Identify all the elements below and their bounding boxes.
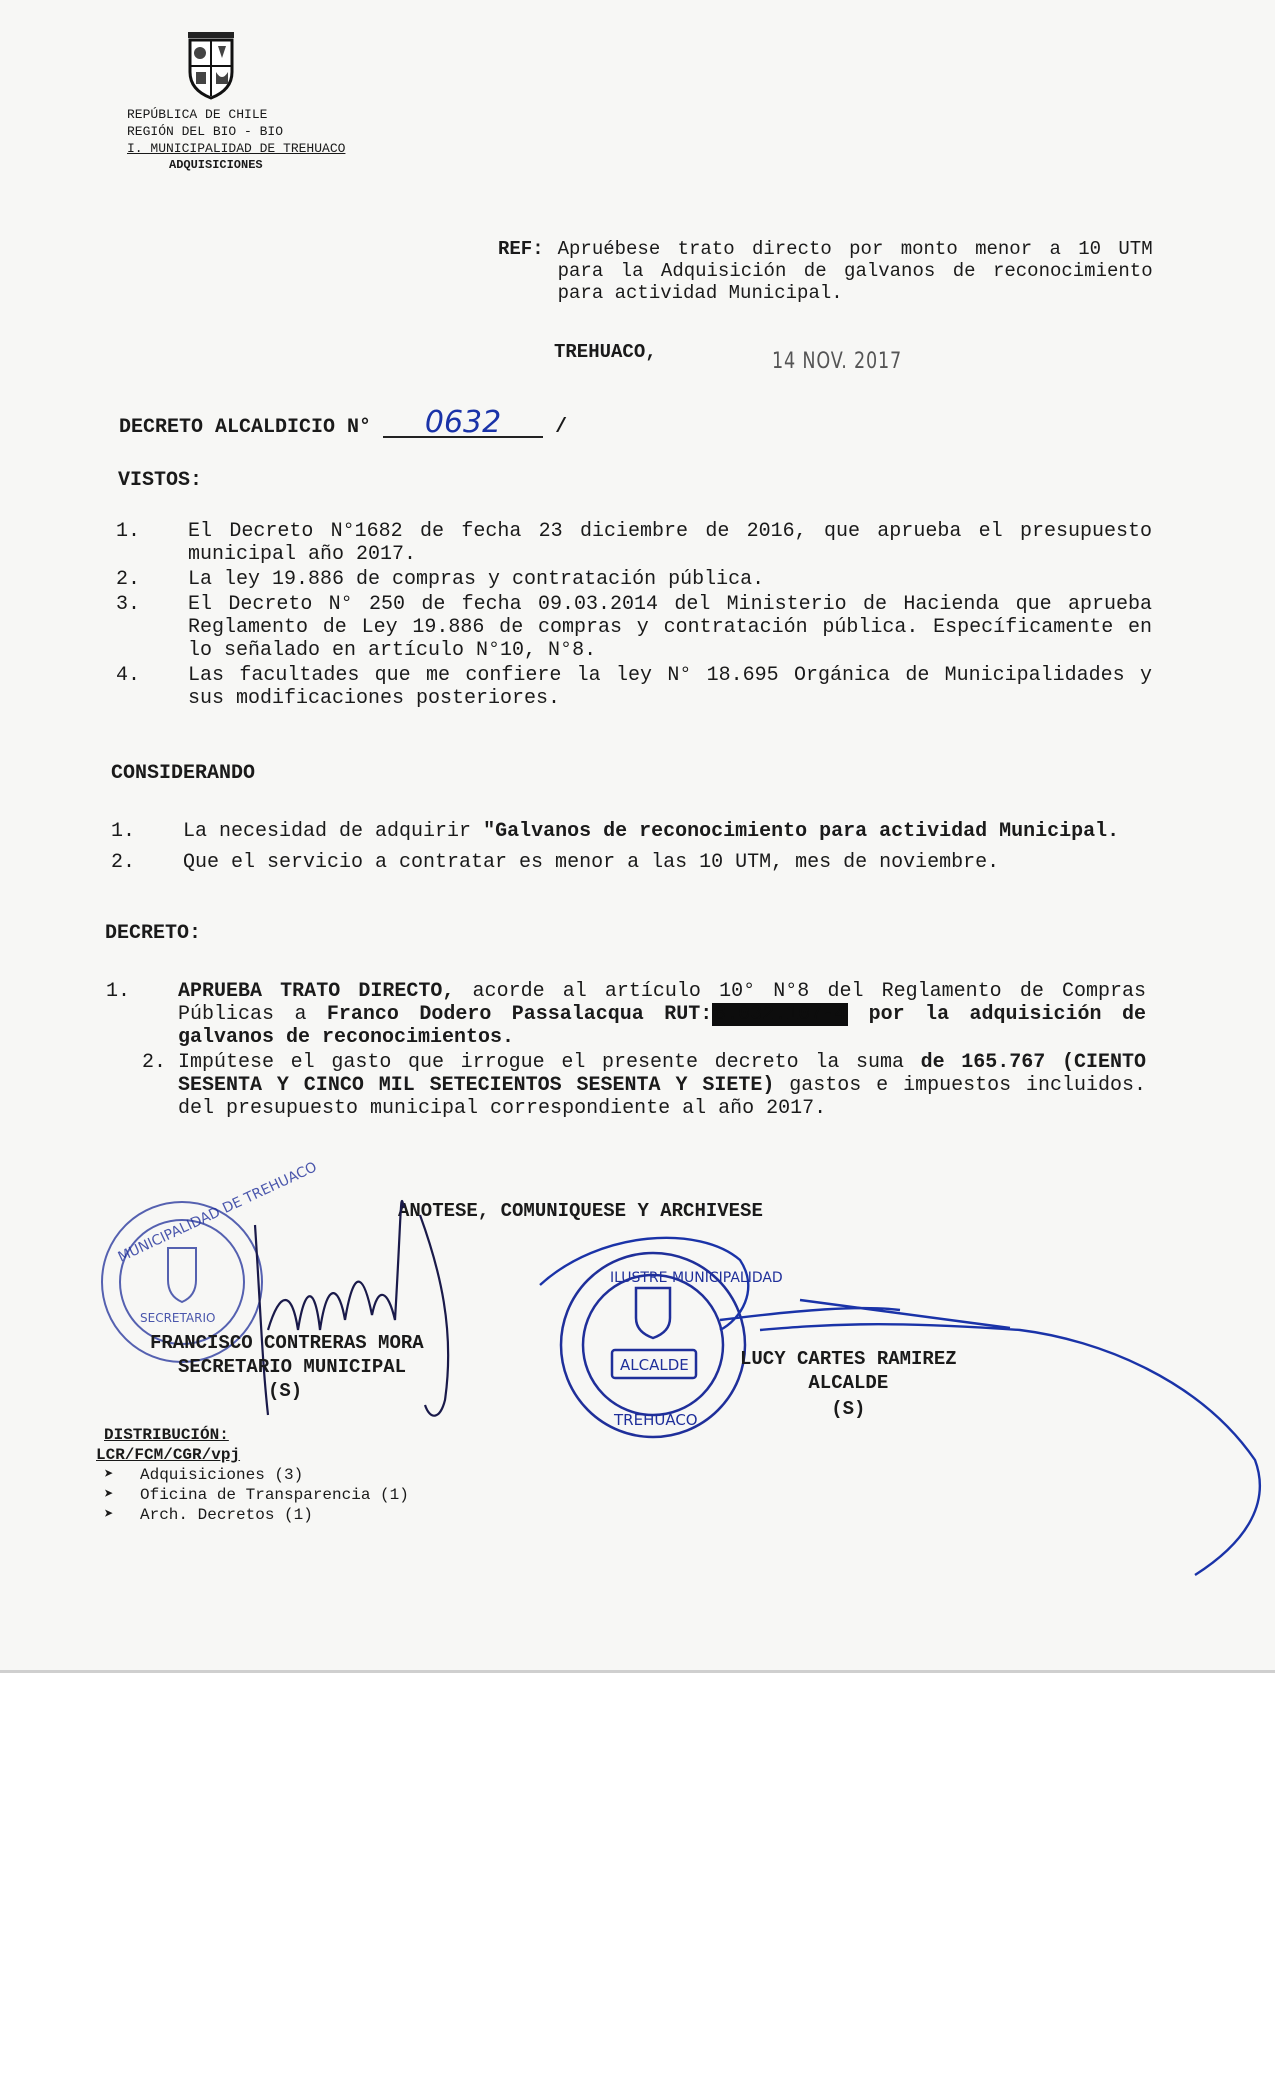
item-text: acorde al artículo 10° N°8 del Reglamento de Compras Públicas a xyxy=(178,980,1147,1026)
decreto-list xyxy=(106,980,1146,1122)
item-number: 2. xyxy=(142,1051,167,1074)
item-number: 1. xyxy=(116,520,141,543)
seal-text: ALCALDE xyxy=(620,1356,689,1374)
arrow-bullet-icon: ➤ xyxy=(104,1506,114,1524)
letterhead xyxy=(127,106,345,174)
item-number: 1. xyxy=(111,820,136,843)
item-number: 1. xyxy=(106,980,131,1003)
decree-number-line xyxy=(119,405,568,440)
list-item xyxy=(104,1465,409,1485)
item-text: Las facultades que me confiere la ley N° 18.695 Orgánica de Municipalidades y sus modificaciones posteriores. xyxy=(188,664,1152,710)
distribution-initials: LCR/FCM/CGR/vpj xyxy=(96,1446,241,1464)
vistos-title: VISTOS: xyxy=(118,469,203,492)
closing-formula: ANOTESE, COMUNIQUESE Y ARCHIVESE xyxy=(398,1200,763,1222)
redacted-rut: 8.032.107-4 xyxy=(714,1003,847,1026)
mayor-signature-block xyxy=(740,1347,957,1421)
municipal-crest-icon xyxy=(182,28,240,100)
list-item xyxy=(116,664,1152,710)
distribution-title: DISTRIBUCIÓN: xyxy=(104,1426,229,1444)
list-item xyxy=(106,1051,1146,1120)
mayor-name: LUCY CARTES RAMIREZ xyxy=(740,1348,957,1370)
considerando-title: CONSIDERANDO xyxy=(111,762,256,785)
item-text-bold: por la adquisición de galvanos de reconocimientos. xyxy=(178,1003,1146,1049)
distribution-block xyxy=(96,1425,409,1525)
place-label: TREHUACO, xyxy=(554,341,657,363)
item-text: El Decreto N°1682 de fecha 23 diciembre de 2016, que aprueba el presupuesto municipal año 2017. xyxy=(188,520,1152,566)
reference-block xyxy=(498,238,1163,304)
decreto-title: DECRETO: xyxy=(105,922,202,945)
item-text: La ley 19.886 de compras y contratación pública. xyxy=(188,568,765,591)
list-item xyxy=(116,568,1152,591)
list-item xyxy=(104,1485,409,1505)
arrow-bullet-icon: ➤ xyxy=(104,1486,114,1504)
secretary-name: FRANCISCO CONTRERAS MORA xyxy=(150,1332,424,1354)
item-number: 2. xyxy=(111,851,136,874)
item-number: 4. xyxy=(116,664,141,687)
reference-label: REF: xyxy=(498,238,544,260)
considerando-list xyxy=(111,820,1147,876)
list-item xyxy=(106,980,1146,1049)
letterhead-municipality: I. MUNICIPALIDAD DE TREHUACO xyxy=(127,141,346,156)
item-text-bold: APRUEBA TRATO DIRECTO, xyxy=(178,980,455,1003)
letterhead-country: REPÚBLICA DE CHILE xyxy=(127,107,268,122)
reference-text: Apruébese trato directo por monto menor a 10 UTM para la Adquisición de galvanos de reconocimiento para actividad Municipal. xyxy=(557,238,1153,304)
decree-number-label: DECRETO ALCALDICIO N° xyxy=(119,416,372,439)
decree-number-suffix: / xyxy=(555,416,568,439)
date-stamp: 14 NOV. 2017 xyxy=(772,349,903,374)
letterhead-department: ADQUISICIONES xyxy=(169,158,263,172)
seal-text: MUNICIPALIDAD DE TREHUACO xyxy=(115,1159,320,1266)
item-text: Impútese el gasto que irrogue el presente decreto la suma xyxy=(178,1051,921,1074)
letterhead-region: REGIÓN DEL BIO - BIO xyxy=(127,124,284,139)
decree-number-handwritten: 0632 xyxy=(383,410,543,438)
item-text: La necesidad de adquirir xyxy=(183,820,484,843)
arrow-bullet-icon: ➤ xyxy=(104,1466,114,1484)
list-item xyxy=(111,851,1147,874)
seal-text: SECRETARIO xyxy=(140,1311,216,1325)
list-item xyxy=(116,520,1152,566)
mayor-suffix: (S) xyxy=(831,1398,866,1420)
distribution-item: Oficina de Transparencia (1) xyxy=(140,1486,409,1504)
distribution-item: Arch. Decretos (1) xyxy=(140,1506,313,1524)
list-item xyxy=(104,1505,409,1525)
secretary-signature-block xyxy=(150,1331,424,1403)
secretary-role: SECRETARIO MUNICIPAL xyxy=(178,1356,407,1378)
item-text: gastos e impuestos incluidos. del presupuesto municipal correspondiente al año 2017. xyxy=(178,1074,1146,1120)
amount-text: de 165.767 (CIENTO SESENTA Y CINCO MIL SETECIENTOS SESENTA Y SIETE) xyxy=(178,1051,1146,1097)
secretary-suffix: (S) xyxy=(268,1380,303,1402)
mayor-role: ALCALDE xyxy=(808,1372,889,1394)
item-number: 2. xyxy=(116,568,141,591)
item-number: 3. xyxy=(116,593,141,616)
supplier-name: Franco Dodero Passalacqua RUT: xyxy=(326,1003,713,1026)
seal-text: TREHUACO xyxy=(614,1411,698,1429)
seal-text: ILUSTRE MUNICIPALIDAD xyxy=(610,1270,783,1286)
item-text: El Decreto N° 250 de fecha 09.03.2014 del Ministerio de Hacienda que aprueba Reglamento de Ley 19.886 de compras y contratación pública. Específicamente en lo señalado en artículo N°10, N°8. xyxy=(188,593,1152,662)
item-text: Que el servicio a contratar es menor a las 10 UTM, mes de noviembre. xyxy=(183,851,1000,874)
list-item xyxy=(116,593,1152,662)
list-item xyxy=(111,820,1147,843)
vistos-list xyxy=(116,520,1152,712)
item-text-bold: "Galvanos de reconocimiento para actividad Municipal. xyxy=(483,820,1120,843)
distribution-item: Adquisiciones (3) xyxy=(140,1466,304,1484)
